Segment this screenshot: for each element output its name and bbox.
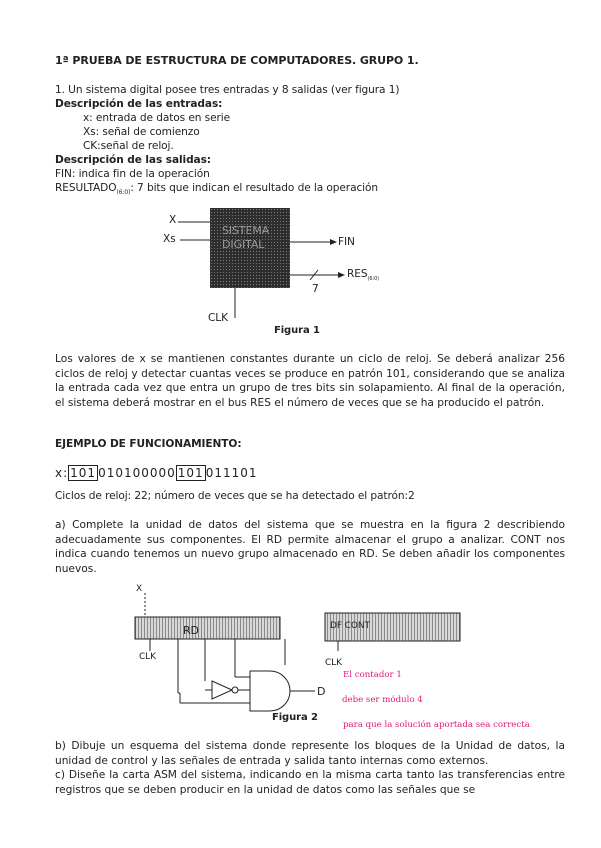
inputs-heading: Descripción de las entradas:	[55, 98, 223, 110]
sequence-group: 000	[149, 466, 176, 480]
part-b-text: b) Dibuje un esquema del sistema donde represente los bloques de la Unidad de datos, la unidad de control y las señales de entrada y salida tanto internas como externos.	[55, 740, 565, 767]
fig1-caption: Figura 1	[274, 325, 320, 336]
fig2-input-x: X	[136, 584, 143, 594]
example-result: Ciclos de reloj: 22; número de veces que se ha detectado el patrón:2	[55, 490, 415, 502]
annotation-line-3: para que la solución aportada sea correcta	[343, 720, 530, 730]
sequence-group: 011	[205, 466, 232, 480]
fig1-output-res-label: RES	[347, 268, 368, 280]
fig1-box-label-2: DIGITAL	[222, 238, 265, 251]
sequence-group: 101	[231, 466, 258, 480]
fig1-input-x: X	[169, 214, 177, 226]
output-resultado-desc: : 7 bits que indican el resultado de la operación	[130, 182, 379, 194]
sequence-prefix: x:	[55, 466, 69, 480]
example-sequence	[55, 465, 258, 481]
outputs-heading: Descripción de las salidas:	[55, 154, 211, 166]
not-gate-icon	[212, 681, 232, 699]
paragraph-description: Los valores de x se mantienen constantes durante un ciclo de reloj. Se deberá analizar 256 ciclos de reloj y detectar cuantas veces se produce en patrón 101, considerando que se analiza la entrada cada vez que entra un grupo de tres bits sin solapamiento. Al final de la operación, el sistema deberá mostrar en el bus RES el número de veces que se ha producido el patrón.	[55, 353, 565, 409]
sequence-group-matched: 101	[177, 466, 204, 480]
fig1-output-res-sub: (6:0)	[367, 276, 379, 283]
fig1-output-fin: FIN	[338, 236, 355, 248]
fig2-clk-1: CLK	[139, 652, 156, 662]
fig2-rd-label: RD	[183, 624, 199, 637]
input-item: x: entrada de datos en serie	[83, 112, 231, 124]
fig2-caption: Figura 2	[272, 712, 318, 723]
sequence-group: 100	[123, 466, 150, 480]
sequence-group: 010	[98, 466, 124, 480]
fig1-bus-width: 7	[312, 283, 319, 295]
part-c-text: c) Diseñe la carta ASM del sistema, indicando en la misma carta tanto las transferencias entre registros que se deben producir en la unidad de datos como las señales que se	[55, 769, 565, 796]
not-bubble-icon	[232, 687, 238, 693]
annotation-line-1: El contador 1	[343, 670, 402, 680]
arrow-res-icon	[338, 272, 345, 278]
fig1-box-label-1: SISTEMA	[222, 224, 270, 237]
input-item: Xs: señal de comienzo	[83, 126, 200, 138]
fig2-cont-label: DF CONT	[330, 621, 370, 631]
rd-register	[135, 617, 280, 639]
fig1-clk: CLK	[208, 312, 228, 324]
fig1-input-xs: Xs	[163, 233, 176, 245]
output-resultado-sub: (6:0)	[116, 189, 131, 197]
fig2-output-d: D	[317, 685, 326, 698]
input-item: CK:señal de reloj.	[83, 140, 174, 152]
arrow-fin-icon	[330, 239, 337, 245]
figure-2-diagram	[120, 585, 480, 725]
question-intro: 1. Un sistema digital posee tres entradas y 8 salidas (ver figura 1)	[55, 84, 400, 96]
page-title: 1ª PRUEBA DE ESTRUCTURA DE COMPUTADORES. GRUPO 1.	[55, 54, 419, 67]
example-heading: EJEMPLO DE FUNCIONAMIENTO:	[55, 438, 242, 450]
output-item-resultado	[55, 182, 378, 196]
figure-1-diagram	[160, 200, 390, 330]
output-resultado-label: RESULTADO	[55, 182, 117, 194]
output-item: FIN: indica fin de la operación	[55, 168, 210, 180]
fig1-output-res	[347, 268, 379, 282]
and-gate-icon	[250, 671, 290, 711]
fig2-clk-2: CLK	[325, 658, 342, 668]
annotation-line-2: debe ser módulo 4	[342, 695, 423, 705]
part-a-text: a) Complete la unidad de datos del sistema que se muestra en la figura 2 describiendo adecuadamente sus componentes. El RD permite almacenar el grupo a analizar. CONT nos indica cuando tenemos un nuevo grupo almacenado en RD. Se deben añadir los componentes nuevos.	[55, 519, 565, 575]
sequence-group-matched: 101	[70, 466, 97, 480]
